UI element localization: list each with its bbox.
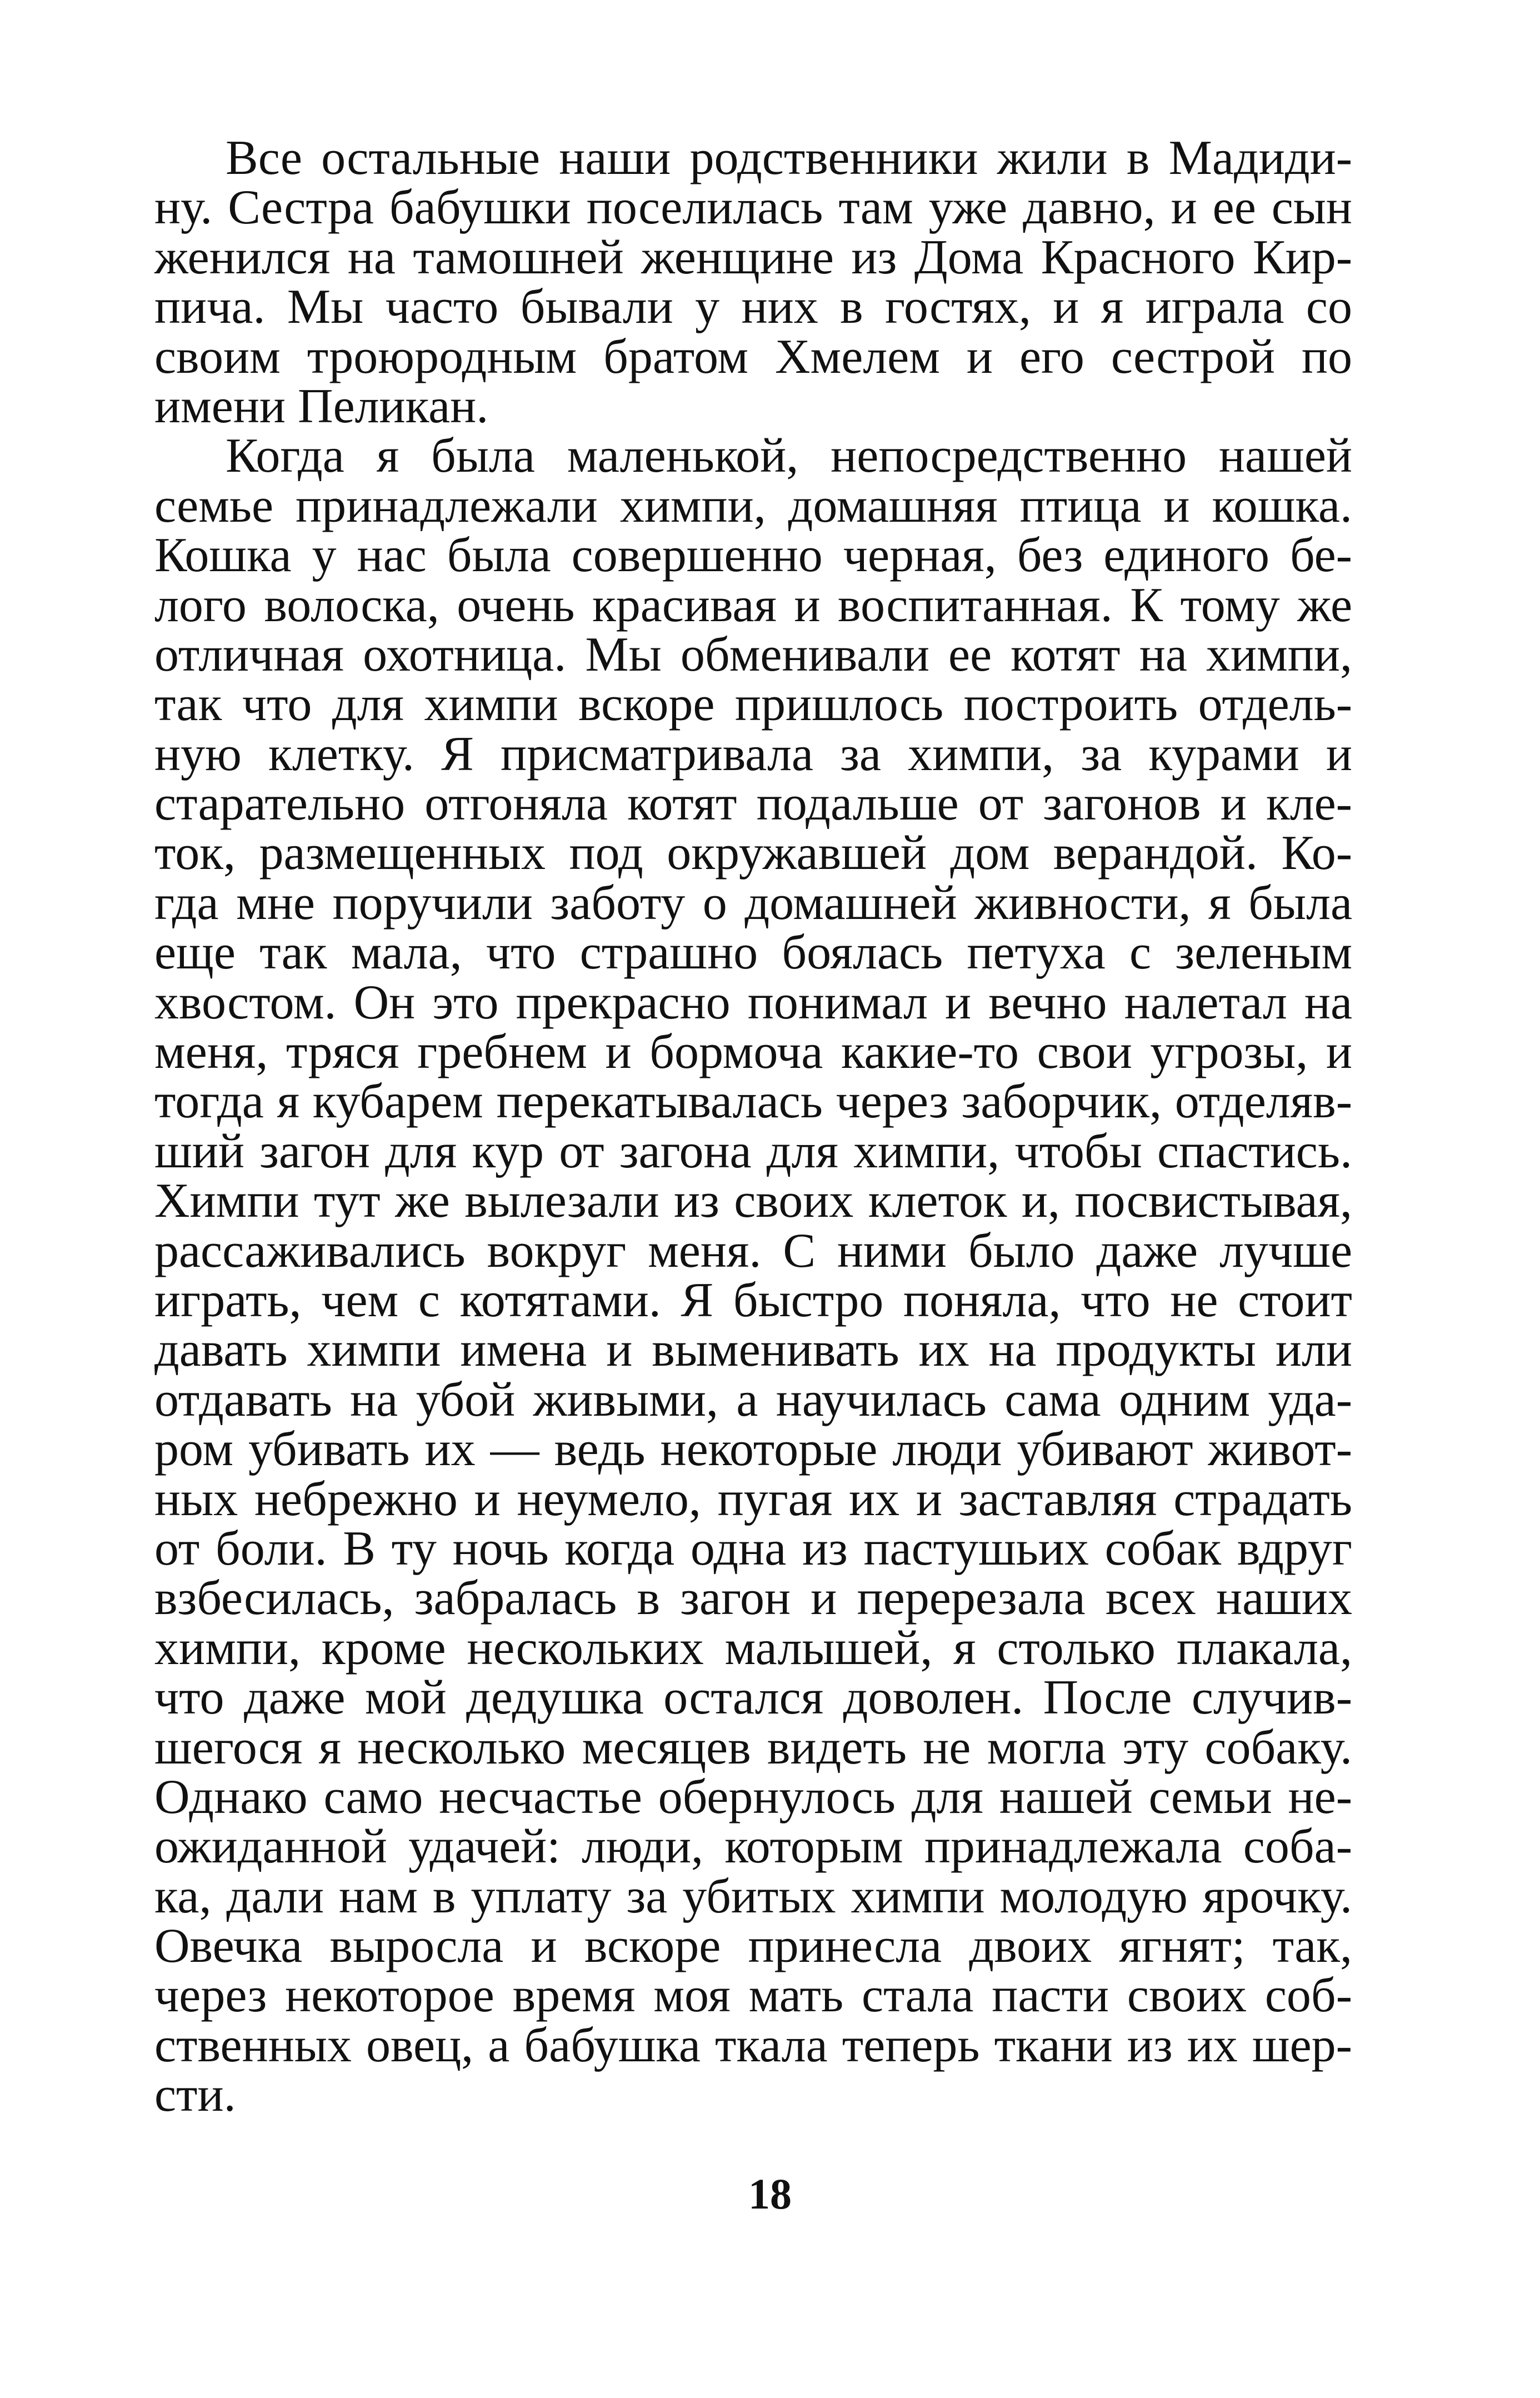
text-line: женился на тамошней женщине из Дома Красного Кир- [154, 230, 1352, 284]
text-line: старательно отгоняла котят подальше от загонов и кле- [154, 777, 1352, 831]
text-line: взбесилась, забралась в загон и перерезала всех наших [154, 1571, 1352, 1626]
text-line: еще так мала, что страшно боялась петуха с зеленым [154, 926, 1352, 980]
text-line: рассаживались вокруг меня. С ними было даже лучше [154, 1223, 1352, 1278]
text-line: химпи, кроме нескольких малышей, я столько плакала, [154, 1621, 1352, 1675]
text-line: шегося я несколько месяцев видеть не могла эту собаку. [154, 1720, 1352, 1775]
text-line: сти. [154, 2068, 236, 2122]
text-line: ток, размещенных под окружавшей дом верандой. Ко- [154, 826, 1352, 881]
text-line: тогда я кубарем перекатывалась через заборчик, отделяв- [154, 1075, 1352, 1129]
text-line: Овечка выросла и вскоре принесла двоих ягнят; так, [154, 1919, 1352, 1974]
paragraph-first-line: Все остальные наши родственники жили в Мадиди- [226, 131, 1352, 185]
text-line: Кошка у нас была совершенно черная, без единого бе- [154, 528, 1352, 583]
text-line: ну. Сестра бабушки поселилась там уже давно, и ее сын [154, 181, 1352, 235]
page-number: 18 [748, 2170, 792, 2218]
body-text [154, 133, 1352, 2120]
text-line: меня, тряся гребнем и бормоча какие-то свои угрозы, и [154, 1025, 1352, 1080]
text-line: ший загон для кур от загона для химпи, чтобы спастись. [154, 1124, 1352, 1178]
text-line: ных небрежно и неумело, пугая их и заставляя страдать [154, 1472, 1352, 1526]
text-line: своим троюродным братом Хмелем и его сестрой по [154, 329, 1352, 384]
text-line: что даже мой дедушка остался доволен. После случив- [154, 1671, 1352, 1725]
text-line: ственных овец, а бабушка ткала теперь ткани из их шер- [154, 2018, 1352, 2072]
text-line: так что для химпи вскоре пришлось построить отдель- [154, 677, 1352, 732]
text-line: отдавать на убой живыми, а научилась сама одним уда- [154, 1372, 1352, 1427]
text-line: пича. Мы часто бывали у них в гостях, и я играла со [154, 280, 1352, 334]
text-line: ка, дали нам в уплату за убитых химпи молодую ярочку. [154, 1869, 1352, 1924]
text-line: Химпи тут же вылезали из своих клеток и, посвистывая, [154, 1174, 1352, 1228]
text-line: играть, чем с котятами. Я быстро поняла, что не стоит [154, 1273, 1352, 1327]
text-line: от боли. В ту ночь когда одна из пастушьих собак вдруг [154, 1521, 1352, 1576]
text-line: ную клетку. Я присматривала за химпи, за курами и [154, 727, 1352, 781]
text-line: хвостом. Он это прекрасно понимал и вечно налетал на [154, 975, 1352, 1030]
text-line: имени Пеликан. [154, 379, 489, 433]
text-line: ожиданной удачей: люди, которым принадлежала соба- [154, 1820, 1352, 1874]
text-line: ром убивать их — ведь некоторые люди убивают живот- [154, 1422, 1352, 1477]
text-line: гда мне поручили заботу о домашней живности, я была [154, 876, 1352, 930]
text-line: Однако само несчастье обернулось для нашей семьи не- [154, 1770, 1352, 1824]
text-line: семье принадлежали химпи, домашняя птица и кошка. [154, 478, 1352, 533]
text-line: отличная охотница. Мы обменивали ее котят на химпи, [154, 627, 1352, 682]
text-line: давать химпи имена и выменивать их на продукты или [154, 1323, 1352, 1377]
text-line: лого волоска, очень красивая и воспитанная. К тому же [154, 578, 1352, 632]
paragraph-first-line: Когда я была маленькой, непосредственно нашей [226, 429, 1352, 483]
text-line: через некоторое время моя мать стала пасти своих соб- [154, 1969, 1352, 2023]
